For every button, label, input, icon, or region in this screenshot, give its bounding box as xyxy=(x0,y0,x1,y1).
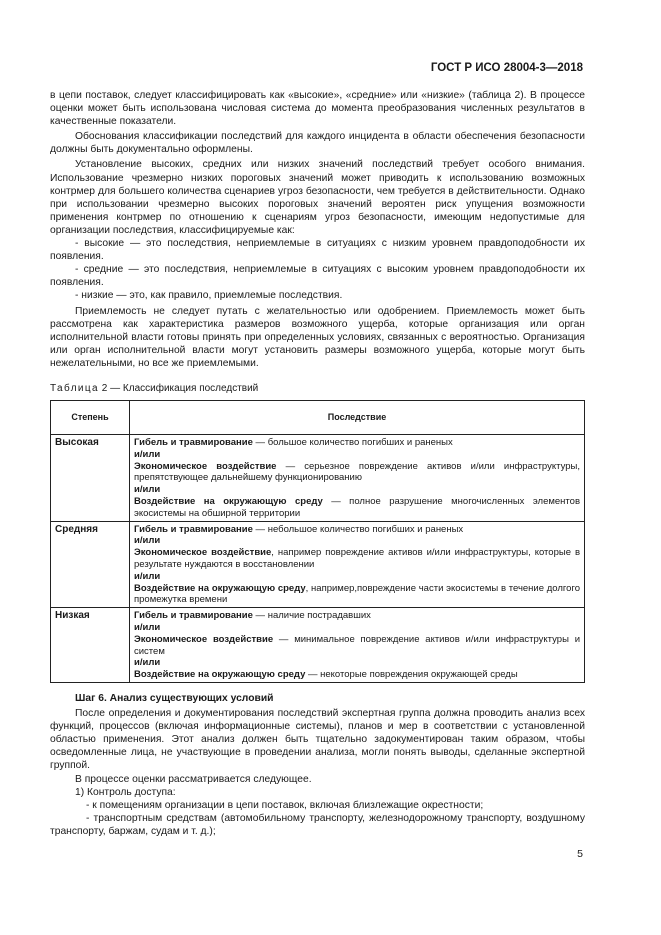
consequence-classification-table xyxy=(50,400,585,683)
list-item: 1) Контроль доступа: xyxy=(75,786,176,798)
list-item: - транспортным средствам (автомобильному транспорту, железнодорожному транспорту, воздушному транспорту, баржам, судам и т. д.); xyxy=(50,812,585,837)
consequence-text: — полное разрушение многочисленных элементов экосистемы на обширной территории xyxy=(134,496,580,519)
consequence-heading: Экономическое воздействие xyxy=(134,633,274,645)
document-code: ГОСТ Р ИСО 28004-3—2018 xyxy=(430,62,583,74)
paragraph: в цепи поставок, следует классифицировать как «высокие», «средние» или «низкие» (таблица 2). В процессе оценки может быть использована числовая система до момента преобразования численных результатов в качественные показатели. xyxy=(50,90,585,128)
consequence-heading: Воздействие на окружающую среду xyxy=(134,669,306,681)
degree-cell: Средняя xyxy=(51,521,130,608)
table-row xyxy=(51,435,585,522)
table-caption-text: 2 — Классификация последствий xyxy=(101,382,259,394)
table-header-row xyxy=(51,401,585,435)
consequence-cell xyxy=(130,435,585,522)
consequence-text: — большое количество погибших и раненых xyxy=(252,437,453,449)
consequence-heading: Воздействие на окружающую среду xyxy=(134,582,306,594)
column-header-consequence: Последствие xyxy=(130,401,585,435)
and-or-label: и/или xyxy=(134,535,161,547)
and-or-label: и/или xyxy=(134,448,161,460)
section-heading-step-6: Шаг 6. Анализ существующих условий xyxy=(75,693,274,704)
consequence-text: — минимальное повреждение активов и/или инфраструктуры и систем xyxy=(134,633,580,657)
list-item: - к помещениям организации в цепи поставок, включая близлежащие окрестности; xyxy=(86,799,484,811)
list-item: - средние — это последствия, неприемлемые в ситуациях с высоким уровнем правдоподобности их появления. xyxy=(50,264,585,289)
consequence-text: , например повреждение активов и/или инфраструктуры, которые в результате нуждаются в восстановлении xyxy=(134,547,580,571)
table-caption xyxy=(50,382,585,395)
paragraph: Приемлемость не следует путать с желательностью или одобрением. Приемлемость может быть рассмотрена как характеристика размеров возможного ущерба, которые организация или орган исполнительной власти готовы принять при определенных условиях, связанных с вероятностью. Организация или орган исполнительной власти могут установить размеры возможного ущерба, которые могут быть нежелательными, но все же приемлемыми. xyxy=(50,305,585,369)
consequence-heading: Гибель и травмирование xyxy=(134,610,253,622)
consequence-text: — небольшое количество погибших и раненых xyxy=(252,523,464,535)
consequence-cell xyxy=(130,608,585,683)
consequence-text: , например,повреждение части экосистемы в течение долгого промежутка времени xyxy=(134,582,580,606)
consequence-text: — серьезное повреждение активов и/или инфраструктуры, препятствующее дальнейшему функционированию xyxy=(134,460,580,484)
and-or-label: и/или xyxy=(134,484,161,496)
paragraph: В процессе оценки рассматривается следующее. xyxy=(75,773,312,785)
consequence-heading: Экономическое воздействие xyxy=(134,547,272,559)
consequence-text: — некоторые повреждения окружающей среды xyxy=(305,669,518,681)
paragraph: Обоснования классификации последствий для каждого инцидента в области обеспечения безопасности должны быть документально оформлены. xyxy=(50,131,585,156)
paragraph: Установление высоких, средних или низких значений последствий требует особого внимания. Использование чрезмерно низких пороговых значений может приводить к использованию возможных контрмер для большего количества сценариев угроз безопасности, чем требуется в действительности. Однако при использовании чрезмерно высоких пороговых значений вероятен риск упущения возможности применения контрмер по отношению к сценариям угроз безопасности, имеющим недопустимые для организации последствия, классифицируемые как: xyxy=(50,159,585,236)
consequence-cell xyxy=(130,521,585,608)
degree-cell: Высокая xyxy=(51,435,130,522)
paragraph: После определения и документирования последствий экспертная группа должна проводить анализ всех функций, процессов (включая информационные системы), планов и мер в соответствии с установленной областью применения. Этот анализ должен быть тщательно задокументирован таким образом, чтобы осведомленные лица, не участвующие в проведении анализа, могли понять выводы, сделанные экспертной группой. xyxy=(50,708,585,772)
consequence-text: — наличие пострадавших xyxy=(252,610,371,622)
consequence-heading: Гибель и травмирование xyxy=(134,437,253,449)
table-row xyxy=(51,608,585,683)
consequence-heading: Воздействие на окружающую среду xyxy=(134,496,323,508)
list-item: - низкие — это, как правило, приемлемые последствия. xyxy=(75,290,343,302)
and-or-label: и/или xyxy=(134,622,161,634)
and-or-label: и/или xyxy=(134,657,161,669)
list-item: - высокие — это последствия, неприемлемые в ситуациях с низким уровнем правдоподобности их появления. xyxy=(50,238,585,263)
and-or-label: и/или xyxy=(134,570,161,582)
table-caption-label: Таблица xyxy=(50,382,100,394)
page-number: 5 xyxy=(577,848,583,860)
degree-cell: Низкая xyxy=(51,608,130,683)
consequence-heading: Гибель и травмирование xyxy=(134,523,253,535)
page-body xyxy=(50,89,585,838)
consequence-heading: Экономическое воздействие xyxy=(134,460,277,472)
column-header-degree: Степень xyxy=(51,401,130,435)
table-row xyxy=(51,521,585,608)
